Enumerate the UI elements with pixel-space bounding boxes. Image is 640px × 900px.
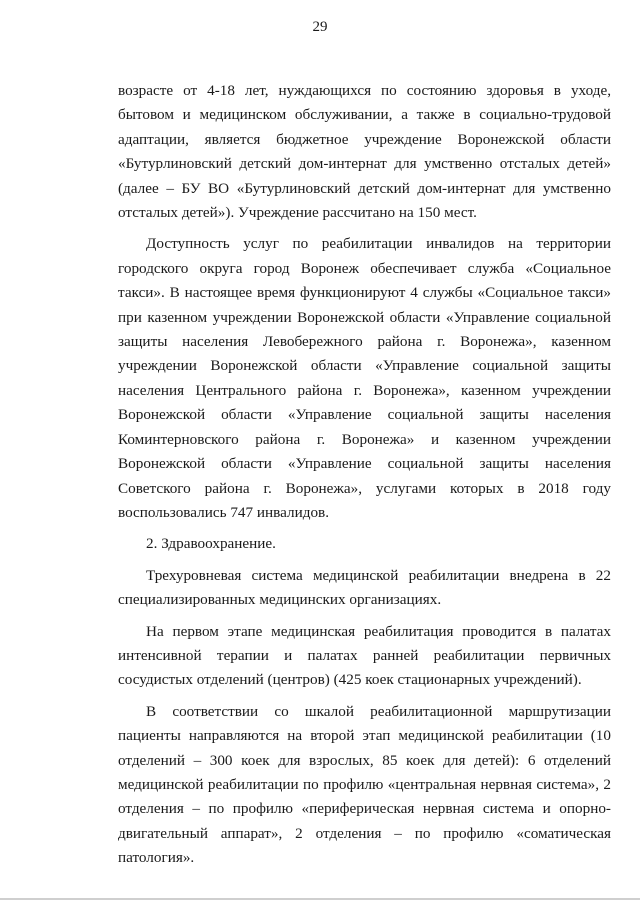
document-body bbox=[118, 79, 611, 871]
paragraph-social-taxi: Доступность услуг по реабилитации инвалидов на территории городского округа город Воронеж обеспечивает служба «Социальное такси». В настоящее время функционируют 4 службы «Социальное такси» при казенном учреждении Воронежской области «Управление социальной защиты населения Левобережного района г. Воронежа», казенном учреждении Воронежской области «Управление социальной защиты населения Центрального района г. Воронежа», казенном учреждении Воронежской области «Управление социальной защиты населения Коминтерновского района г. Воронежа» и казенном учреждении Воронежской области «Управление социальной защиты населения Советского района г. Воронежа», услугами которых в 2018 году воспользовались 747 инвалидов. bbox=[118, 235, 611, 521]
paragraph-second-stage: В соответствии со шкалой реабилитационной маршрутизации пациенты направляются на второй этап медицинской реабилитации (10 отделений – 300 коек для взрослых, 85 коек для детей): 6 отделений медицинской реабилитации по профилю «центральная нервная система», 2 отделения – по профилю «периферическая нервная система и опорно-двигательный аппарат», 2 отделения – по профилю «соматическая патология». bbox=[118, 702, 611, 867]
section-heading-healthcare: 2. Здравоохранение. bbox=[146, 535, 276, 553]
paragraph-first-stage: На первом этапе медицинская реабилитация проводится в палатах интенсивной терапии и палатах ранней реабилитации первичных сосудистых отделений (центров) (425 коек стационарных учреждений). bbox=[118, 622, 611, 689]
paragraph-continuation: возрасте от 4-18 лет, нуждающихся по состоянию здоровья в уходе, бытовом и медицинском обслуживании, а также в социально-трудовой адаптации, является бюджетное учреждение Воронежской области «Бутурлиновский детский дом-интернат для умственно отсталых детей» (далее – БУ ВО «Бутурлиновский детский дом-интернат для умственно отсталых детей»). Учреждение рассчитано на 150 мест. bbox=[118, 82, 611, 222]
page-number: 29 bbox=[312, 19, 328, 35]
paragraph-three-level-system: Трехуровневая система медицинской реабилитации внедрена в 22 специализированных медицинских организациях. bbox=[118, 566, 611, 609]
